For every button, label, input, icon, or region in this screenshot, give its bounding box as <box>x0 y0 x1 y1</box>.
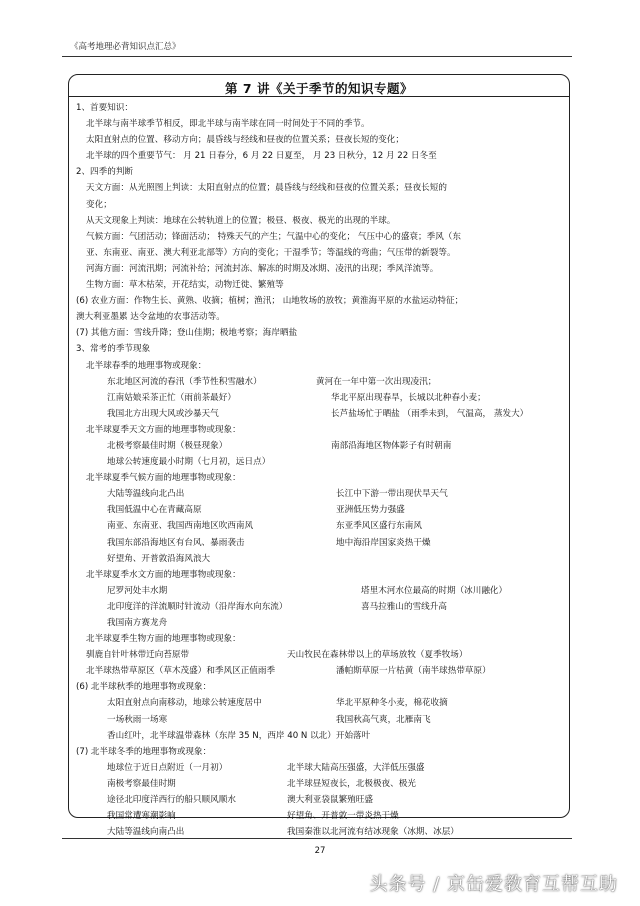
pair-left: 大陆等温线向北凸出 <box>107 489 185 500</box>
running-header: 《高考地理必背知识点汇总》 <box>70 42 181 52</box>
pair-left: 北极考察最佳时期（极昼现象） <box>107 440 228 451</box>
subheading: 北半球夏季生物方面的地理事物或现象： <box>86 634 241 645</box>
pair-row <box>76 792 564 808</box>
footer-rule <box>62 838 572 839</box>
pair-left: 我国低温中心在青藏高原 <box>107 505 202 516</box>
pair-right: 潘帕斯草原一片枯黄（南半球热带草原） <box>336 666 491 677</box>
pair-right: 东亚季风区盛行东南风 <box>336 521 422 532</box>
pair-left: 我国北方出现大风或沙暴天气 <box>107 408 219 419</box>
pair-row <box>76 599 564 615</box>
text-line: 亚、东南亚、南亚、澳大利亚北部等）方向的变化；干湿季节；等温线的弯曲；气压带的新裂等。 <box>86 247 456 258</box>
pair-left: 江南姑娘采茶正忙（雨前茶最好） <box>107 392 236 403</box>
watermark: 头条号 / 京缶爱教育互帮互助 <box>369 874 618 895</box>
pair-row <box>76 486 564 502</box>
pair-row <box>76 406 564 422</box>
text-line: (6) 农业方面：作物生长、黄熟、收摘；植树；渔汛； 山地牧场的放牧；黄淮海平原的水盐运动特征； <box>76 296 464 307</box>
pair-left: 太阳直射点向南移动，地球公转速度居中 <box>107 698 262 709</box>
text-line: 北半球的四个重要节气： 月 21 日春分，6 月 22 日夏至， 月 23 日秋分，12 月 22 日冬至 <box>86 151 437 162</box>
text-line: 生物方面：草木枯荣，开花结实，动物迁徙、繁殖等 <box>86 280 284 291</box>
pair-right: 华北平原出现春旱，长城以北种春小麦； <box>331 392 486 403</box>
pair-left: 地球位于近日点附近（一月初） <box>107 762 228 773</box>
text-line: 澳大利亚墨累 达令盆地的农事活动等。 <box>76 312 225 323</box>
subheading: (7) 北半球冬季的地理事物或现象： <box>76 746 212 757</box>
pair-right: 北半球大陆高压强盛，大洋低压强盛 <box>287 762 425 773</box>
pair-left: 途径北印度洋西行的船只顺风顺水 <box>107 795 236 806</box>
text-line: 河海方面：河流汛期；河流补给；河流封冻、解冻的时期及冰期、凌汛的出现；季风洋流等。 <box>86 263 439 274</box>
pair-row <box>76 695 564 711</box>
pair-row <box>76 776 564 792</box>
pair-right: 我国秦淮以北河流有结冰现象（冰期、冰层） <box>287 827 459 838</box>
pair-left: 东北地区河流的春汛（季节性积雪融水） <box>107 376 262 387</box>
header-rule <box>62 56 572 57</box>
pair-right: 塔里木河水位最高的时期（冰川融化） <box>361 585 508 596</box>
pair-row <box>76 583 564 599</box>
section-heading: 2、四季的判断 <box>76 167 134 178</box>
pair-left: 我国东部沿海地区有台风、暴雨袭击 <box>107 537 245 548</box>
pair-row <box>76 712 564 728</box>
text-line: 从天文现象上判读：地球在公转轨道上的位置；极昼、极夜、极光的出现的半球。 <box>86 215 396 226</box>
pair-left: 北半球热带草原区（草木茂盛）和季风区正值雨季 <box>86 666 276 677</box>
text-line: 太阳直射点的位置、移动方向；晨昏线与经线和昼夜的位置关系；昼夜长短的变化； <box>86 135 404 146</box>
pair-right: 好望角、开普敦一带炎热干燥 <box>287 811 399 822</box>
content-body <box>76 100 564 840</box>
pair-row <box>76 808 564 824</box>
pair-row <box>76 438 564 454</box>
subheading: (6) 北半球秋季的地理事物或现象： <box>76 682 212 693</box>
pair-right: 黄河在一年中第一次出现凌汛； <box>316 376 437 387</box>
pair-right: 长江中下游一带出现伏旱天气 <box>336 489 448 500</box>
text-line: 地球公转速度最小时期（七月初，远日点） <box>107 457 271 468</box>
lecture-title: 第 7 讲《关于季节的知识专题》 <box>225 81 413 96</box>
text-line: 好望角、开普敦沿海风浪大 <box>107 553 211 564</box>
pair-left: 驯鹿自针叶林带迁向苔原带 <box>86 650 190 661</box>
pair-left: 南极考察最佳时期 <box>107 778 176 789</box>
pair-left: 我国常遭寒潮影响 <box>107 811 176 822</box>
text-line: 变化； <box>86 199 112 210</box>
pair-row <box>76 518 564 534</box>
text-line: (7) 其他方面：雪线升降；登山佳期；极地考察；海岸晒盐 <box>76 328 298 339</box>
pair-left: 尼罗河处丰水期 <box>107 585 168 596</box>
text-line: 我国南方赛龙舟 <box>107 618 168 628</box>
pair-row <box>76 647 564 663</box>
pair-left: 一场秋雨一场寒 <box>107 714 168 725</box>
pair-row <box>76 374 564 390</box>
pair-row <box>76 535 564 551</box>
pair-right: 天山牧民在森林带以上的草场放牧（夏季牧场） <box>287 650 468 661</box>
subheading: 北半球春季的地理事物或现象： <box>86 360 207 371</box>
pair-left: 北印度洋的洋流顺时针流动（沿岸海水向东流） <box>107 601 288 612</box>
page-number: 27 <box>314 846 326 856</box>
pair-row <box>76 502 564 518</box>
text-line: 香山红叶，北半球温带森林（东岸 35 N，西岸 40 N 以北）开始落叶 <box>107 730 371 741</box>
pair-right: 亚洲低压势力强盛 <box>336 505 405 516</box>
pair-row <box>76 760 564 776</box>
pair-left: 大陆等温线向南凸出 <box>107 827 185 838</box>
section-heading: 3、常考的季节现象 <box>76 344 151 355</box>
pair-right: 喜马拉雅山的雪线升高 <box>361 601 447 612</box>
pair-right: 长芦盐场忙于晒盐 （雨季未到， 气温高， 蒸发大） <box>331 408 529 419</box>
text-line: 天文方面：从光照图上判读：太阳直射点的位置；晨昏线与经线和昼夜的位置关系；昼夜长短的 <box>86 183 447 194</box>
pair-right: 华北平原种冬小麦，棉花收摘 <box>336 698 448 709</box>
text-line: 气候方面：气团活动；锋面活动； 特殊天气的产生；气温中心的变化； 气压中心的盛衰；季风（东 <box>86 231 461 242</box>
pair-right: 地中海沿岸国家炎热干燥 <box>336 537 431 548</box>
pair-right: 南部沿海地区物体影子有时朝南 <box>331 440 452 451</box>
pair-row <box>76 390 564 406</box>
text-line: 北半球与南半球季节相反，即北半球与南半球在同一时间处于不同的季节。 <box>86 119 370 130</box>
section-heading: 1、首要知识： <box>76 103 134 113</box>
pair-right: 北半球昼短夜长，北极极夜、极光 <box>287 778 416 789</box>
pair-right: 我国秋高气爽，北雁南飞 <box>336 714 431 725</box>
subheading: 北半球夏季气候方面的地理事物或现象： <box>86 473 241 484</box>
pair-left: 南亚、东南亚、我国西南地区吹西南风 <box>107 521 254 532</box>
pair-right: 澳大利亚袋鼠繁殖旺盛 <box>287 795 373 806</box>
subheading: 北半球夏季水文方面的地理事物或现象： <box>86 569 241 580</box>
subheading: 北半球夏季天文方面的地理事物或现象： <box>86 424 241 435</box>
pair-row <box>76 663 564 679</box>
